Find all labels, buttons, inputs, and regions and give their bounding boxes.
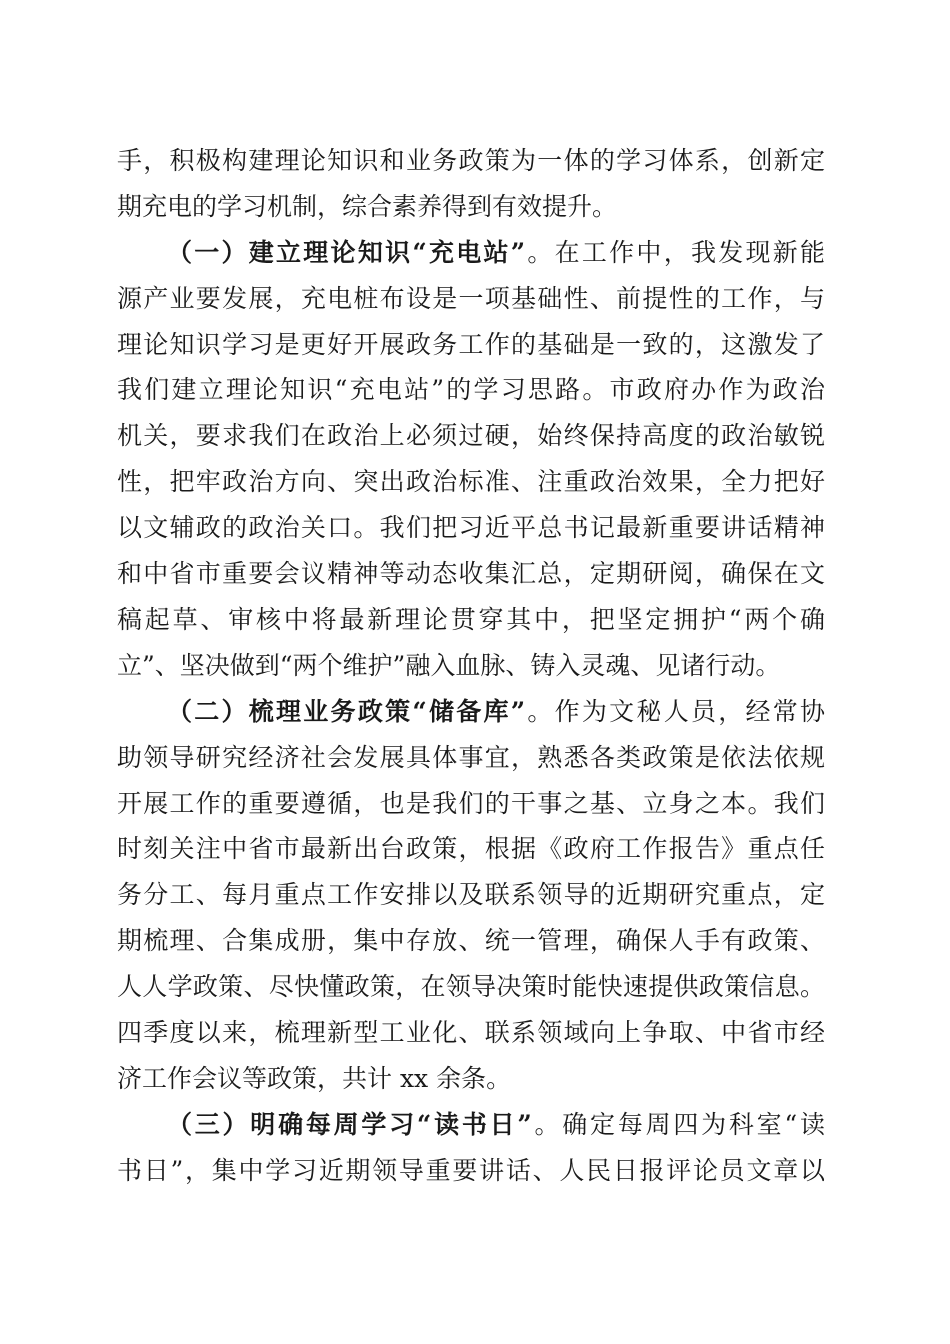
paragraph-line: 四季度以来，梳理新型工业化、联系领域向上争取、中省市经 xyxy=(117,1018,825,1047)
paragraph-line: 期梳理、合集成册，集中存放、统一管理，确保人手有政策、 xyxy=(117,926,825,955)
section-heading: （三）明确每周学习“读书日” xyxy=(167,1110,532,1139)
paragraph-first-line xyxy=(167,694,825,730)
paragraph-line: 助领导研究经济社会发展具体事宜，熟悉各类政策是依法依规 xyxy=(117,743,825,772)
paragraph-line: 和中省市重要会议精神等动态收集汇总，定期研阅，确保在文 xyxy=(117,559,825,588)
paragraph-line: 期充电的学习机制，综合素养得到有效提升。 xyxy=(117,192,618,221)
section-heading: （一）建立理论知识“充电站” xyxy=(167,238,526,267)
paragraph-line: 性，把牢政治方向、突出政治标准、注重政治效果，全力把好 xyxy=(117,467,825,496)
paragraph-line: 机关，要求我们在政治上必须过硬，始终保持高度的政治敏锐 xyxy=(117,421,825,450)
paragraph-line: 务分工、每月重点工作安排以及联系领导的近期研究重点，定 xyxy=(117,880,825,909)
paragraph-first-line xyxy=(167,1107,825,1143)
paragraph-line: 手，积极构建理论知识和业务政策为一体的学习体系，创新定 xyxy=(117,146,825,175)
paragraph-line: 书日”，集中学习近期领导重要讲话、人民日报评论员文章以 xyxy=(117,1156,825,1185)
heading-line-rest: 。确定每周四为科室“读 xyxy=(531,1110,825,1139)
paragraph-line: 源产业要发展，充电桩布设是一项基础性、前提性的工作，与 xyxy=(117,284,825,313)
paragraph-line: 开展工作的重要遵循，也是我们的干事之基、立身之本。我们 xyxy=(117,789,825,818)
paragraph-line: 立”、坚决做到“两个维护”融入血脉、铸入灵魂、见诸行动。 xyxy=(117,651,781,680)
heading-line-rest: 。作为文秘人员，经常协 xyxy=(525,697,825,726)
paragraph-line: 济工作会议等政策，共计 xx 余条。 xyxy=(117,1064,512,1093)
paragraph-line: 我们建立理论知识“充电站”的学习思路。市政府办作为政治 xyxy=(117,375,825,404)
paragraph-first-line xyxy=(167,235,825,271)
paragraph-line: 稿起草、审核中将最新理论贯穿其中，把坚定拥护“两个确 xyxy=(117,605,825,634)
heading-line-rest: 。在工作中，我发现新能 xyxy=(525,238,825,267)
paragraph-line: 以文辅政的政治关口。我们把习近平总书记最新重要讲话精神 xyxy=(117,513,825,542)
section-heading: （二）梳理业务政策“储备库” xyxy=(167,697,526,726)
paragraph-line: 理论知识学习是更好开展政务工作的基础是一致的，这激发了 xyxy=(117,330,825,359)
paragraph-line: 人人学政策、尽快懂政策，在领导决策时能快速提供政策信息。 xyxy=(117,972,825,1001)
paragraph-line: 时刻关注中省市最新出台政策，根据《政府工作报告》重点任 xyxy=(117,834,825,863)
